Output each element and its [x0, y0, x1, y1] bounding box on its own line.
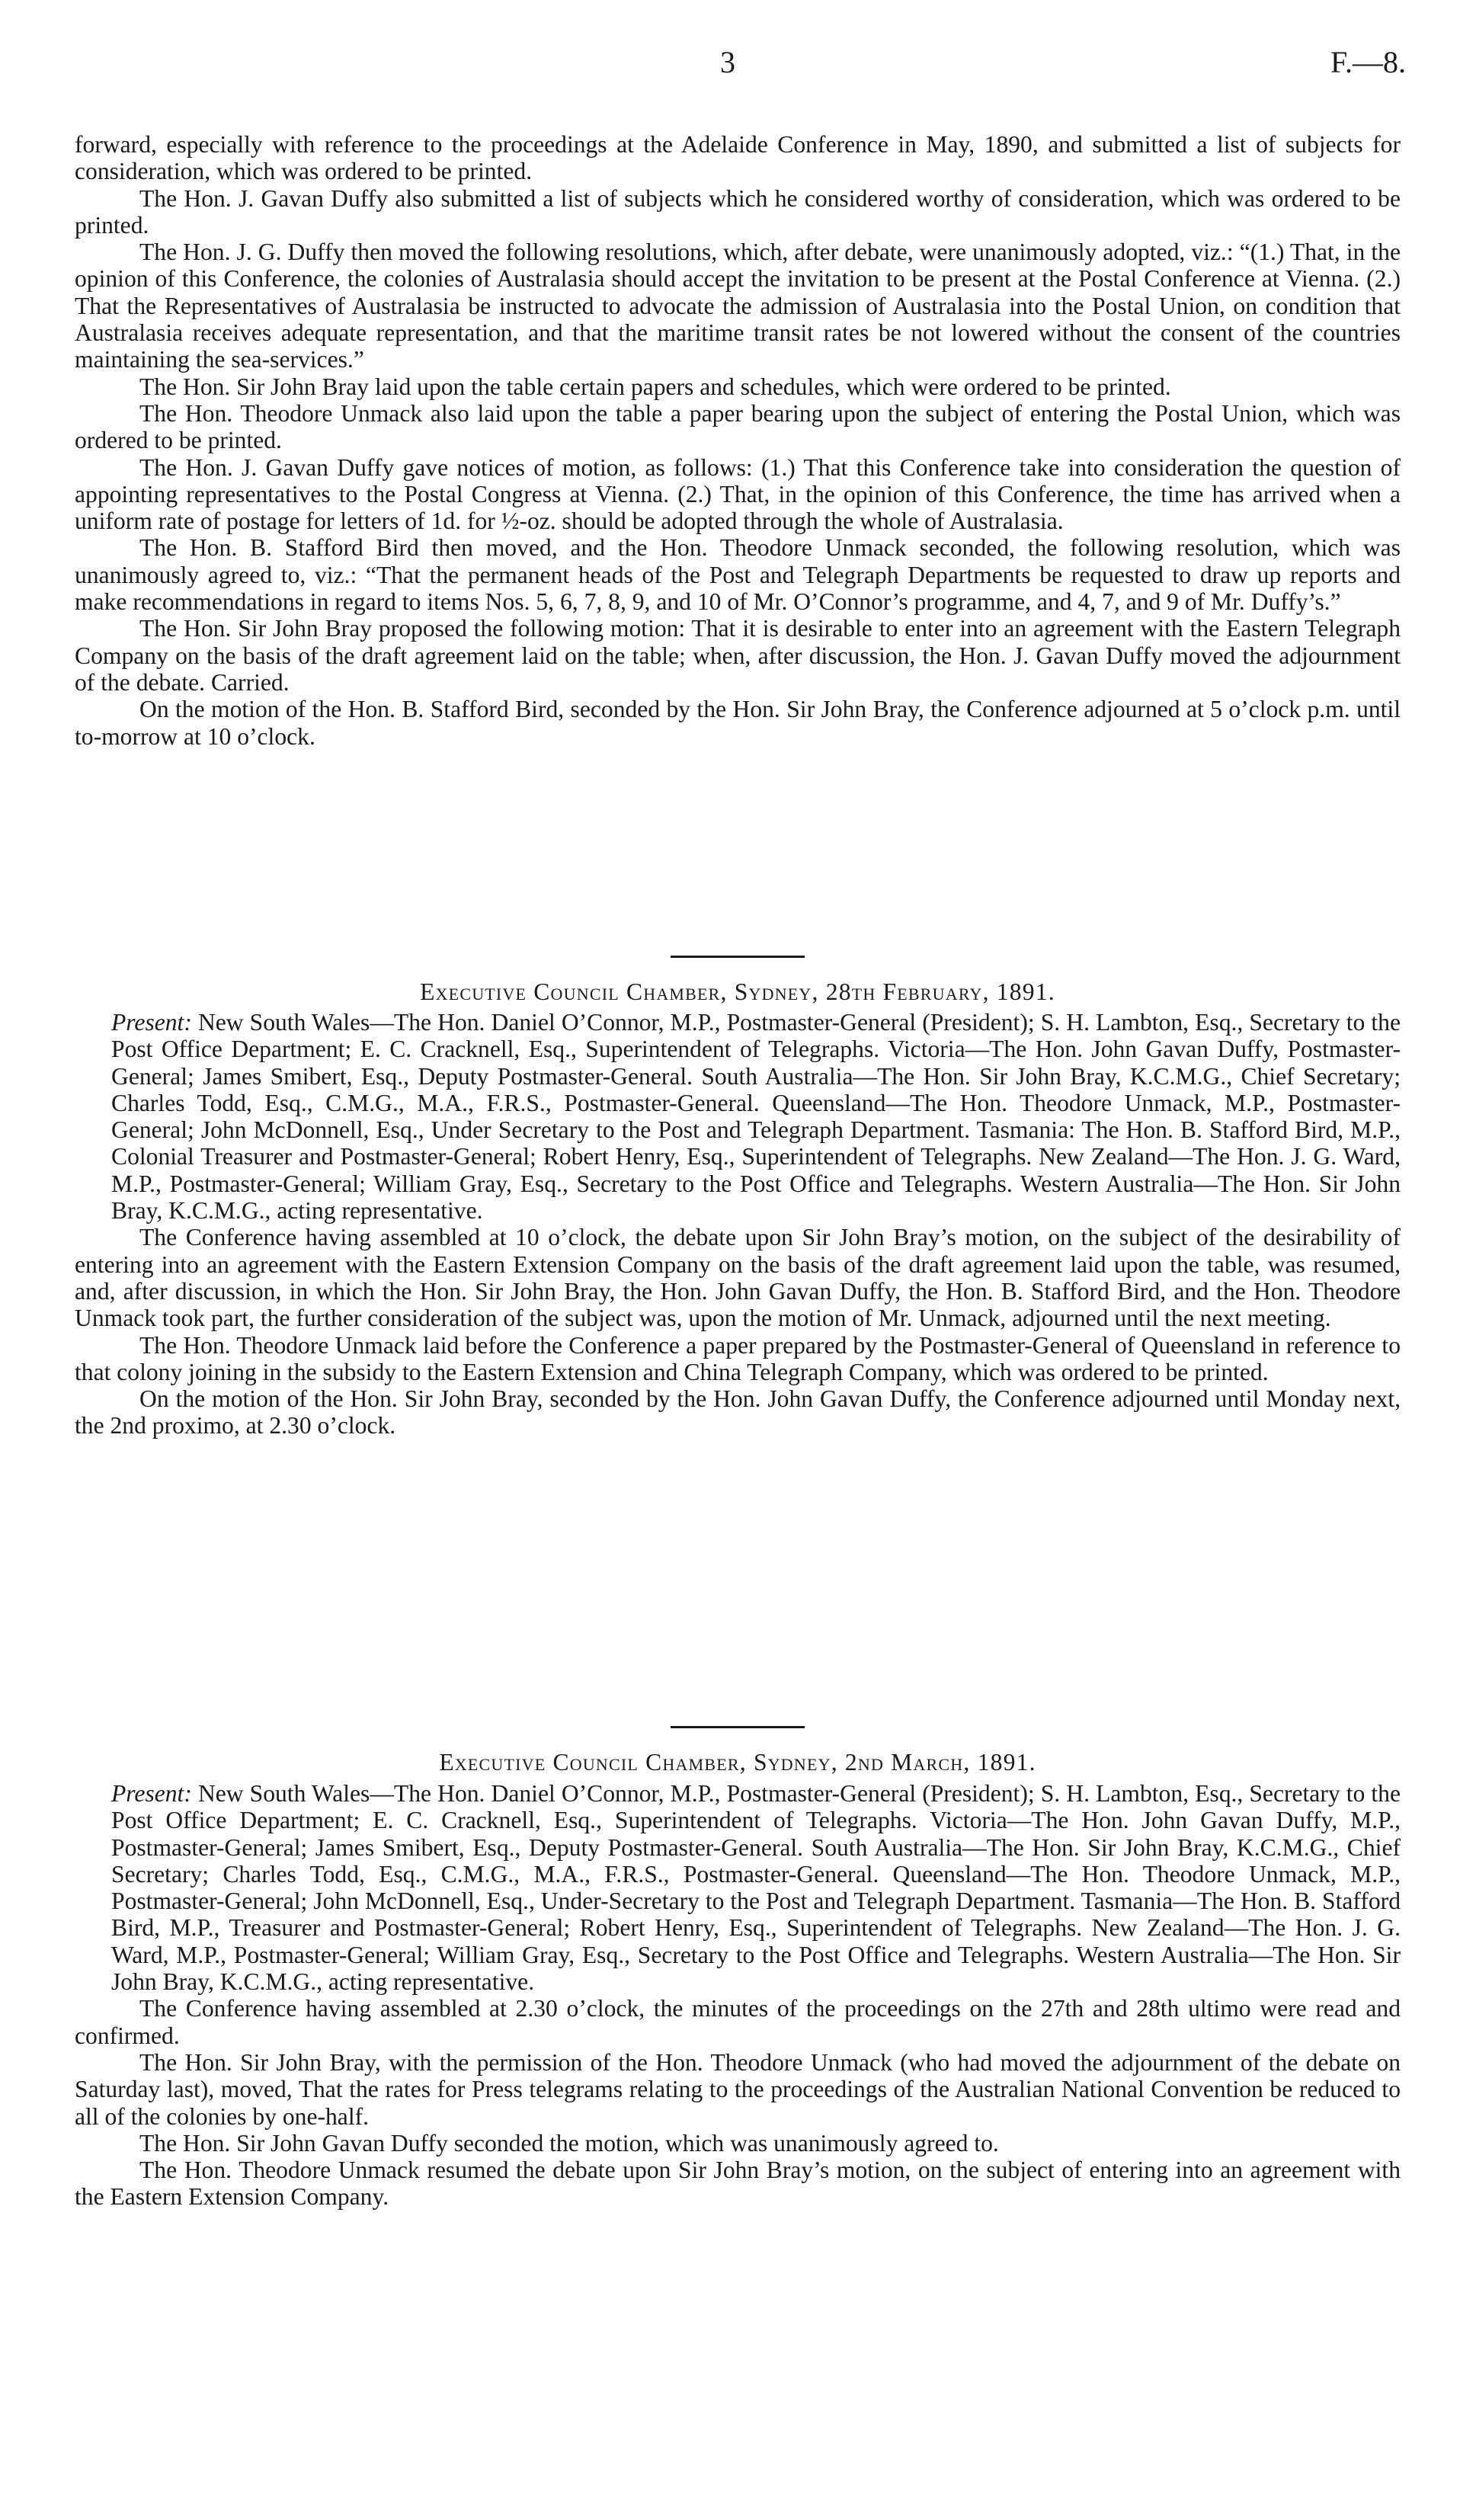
paragraph: The Hon. J. G. Duffy then moved the following resolutions, which, after debate, were unanimously adopted, viz.: “(1.) That, in the opinion of this Conference, the colonies of Australasia should accept the invitation to be present at the Postal Conference at Vienna. (2.) That the Representatives of Australasia be instructed to advocate the admission of Australasia into the Postal Union, on condition that Australasia receives adequate representation, and that the maritime transit rates be not lowered without the consent of the countries maintaining the sea-services.”: [75, 239, 1401, 373]
paragraph: The Hon. Sir John Bray proposed the following motion: That it is desirable to enter into an agreement with the Eastern Telegraph Company on the basis of the draft agreement laid on the table; when, after discussion, the Hon. J. Gavan Duffy moved the adjournment of the debate. Carried.: [75, 615, 1401, 696]
minutes-continued-section: [75, 131, 1401, 750]
paragraph: On the motion of the Hon. Sir John Bray, seconded by the Hon. John Gavan Duffy, the Conference adjourned until Monday next, the 2nd proximo, at 2.30 o’clock.: [75, 1385, 1401, 1439]
page-number: 3: [720, 45, 735, 79]
paragraph: The Hon. Theodore Unmack resumed the debate upon Sir John Bray’s motion, on the subject of entering into an agreement with the Eastern Extension Company.: [75, 2157, 1401, 2211]
paragraph: The Hon. Theodore Unmack also laid upon the table a paper bearing upon the subject of entering the Postal Union, which was ordered to be printed.: [75, 399, 1401, 454]
present-label: Present:: [111, 1780, 192, 1807]
minutes-28-february-section: [75, 1009, 1401, 1439]
paragraph: forward, especially with reference to the proceedings at the Adelaide Conference in May, 1890, and submitted a list of subjects for consideration, which was ordered to be printed.: [75, 131, 1401, 185]
paragraph: The Conference having assembled at 2.30 o’clock, the minutes of the proceedings on the 27th and 28th ultimo were read and confirmed.: [75, 1995, 1401, 2049]
section-heading-28-february: Executive Council Chamber, Sydney, 28th February, 1891.: [420, 978, 1055, 1005]
attendees-list: New South Wales—The Hon. Daniel O’Connor, M.P., Postmaster-General (President); S. H. Lambton, Esq., Secretary to the Post Office Department; E. C. Cracknell, Esq., Superintendent of Telegraphs. Victoria—The Hon. John Gavan Duffy, M.P., Postmaster-General; James Smibert, Esq., Deputy Postmaster-General. South Australia—The Hon. Sir John Bray, K.C.M.G., Chief Secretary; Charles Todd, Esq., C.M.G., M.A., F.R.S., Postmaster-General. Queensland—The Hon. Theodore Unmack, M.P., Postmaster-General; John McDonnell, Esq., Under-Secretary to the Post and Telegraph Department. Tasmania—The Hon. B. Stafford Bird, M.P., Treasurer and Postmaster-General; Robert Henry, Esq., Superintendent of Telegraphs. New Zealand—The Hon. J. G. Ward, M.P., Postmaster-General; William Gray, Esq., Secretary to the Post Office and Telegraphs. Western Australia—The Hon. Sir John Bray, K.C.M.G., acting representative.: [111, 1780, 1401, 1996]
section-divider: [671, 956, 805, 958]
section-divider: [671, 1726, 805, 1728]
paragraph: On the motion of the Hon. B. Stafford Bird, seconded by the Hon. Sir John Bray, the Conference adjourned at 5 o’clock p.m. until to-morrow at 10 o’clock.: [75, 696, 1401, 750]
paragraph: The Conference having assembled at 10 o’clock, the debate upon Sir John Bray’s motion, on the subject of the desirability of entering into an agreement with the Eastern Extension Company on the basis of the draft agreement laid upon the table, was resumed, and, after discussion, in which the Hon. Sir John Bray, the Hon. John Gavan Duffy, the Hon. B. Stafford Bird, and the Hon. Theodore Unmack took part, the further consideration of the subject was, upon the motion of Mr. Unmack, adjourned until the next meeting.: [75, 1224, 1401, 1332]
minutes-2-march-section: [75, 1780, 1401, 2211]
paragraph: The Hon. Theodore Unmack laid before the Conference a paper prepared by the Postmaster-General of Queensland in reference to that colony joining in the subsidy to the Eastern Extension and China Telegraph Company, which was ordered to be printed.: [75, 1331, 1401, 1385]
present-paragraph: [111, 1009, 1401, 1224]
paragraph: The Hon. B. Stafford Bird then moved, and the Hon. Theodore Unmack seconded, the following resolution, which was unanimously agreed to, viz.: “That the permanent heads of the Post and Telegraph Departments be requested to draw up reports and make recommendations in regard to items Nos. 5, 6, 7, 8, 9, and 10 of Mr. O’Connor’s programme, and 4, 7, and 9 of Mr. Duffy’s.”: [75, 534, 1401, 616]
paragraph: The Hon. Sir John Bray laid upon the table certain papers and schedules, which were ordered to be printed.: [139, 373, 1171, 400]
section-heading-2-march: Executive Council Chamber, Sydney, 2nd March, 1891.: [439, 1749, 1036, 1776]
present-paragraph: [111, 1780, 1401, 1995]
document-reference: F.—8.: [1330, 45, 1406, 79]
attendees-list: New South Wales—The Hon. Daniel O’Connor, M.P., Postmaster-General (President); S. H. Lambton, Esq., Secretary to the Post Office Department; E. C. Cracknell, Esq., Superintendent of Telegraphs. Victoria—The Hon. John Gavan Duffy, Postmaster-General; James Smibert, Esq., Deputy Postmaster-General. South Australia—The Hon. Sir John Bray, K.C.M.G., Chief Secretary; Charles Todd, Esq., C.M.G., M.A., F.R.S., Postmaster-General. Queensland—The Hon. Theodore Unmack, M.P., Postmaster-General; John McDonnell, Esq., Under Secretary to the Post and Telegraph Department. Tasmania: The Hon. B. Stafford Bird, M.P., Colonial Treasurer and Postmaster-General; Robert Henry, Esq., Superintendent of Telegraphs. New Zealand—The Hon. J. G. Ward, M.P., Postmaster-General; William Gray, Esq., Secretary to the Post Office and Telegraphs. Western Australia—The Hon. Sir John Bray, K.C.M.G., acting representative.: [111, 1009, 1401, 1225]
present-label: Present:: [111, 1009, 192, 1036]
paragraph: The Hon. J. Gavan Duffy also submitted a list of subjects which he considered worthy of consideration, which was ordered to be printed.: [75, 184, 1401, 239]
paragraph: The Hon. J. Gavan Duffy gave notices of motion, as follows: (1.) That this Conference take into consideration the question of appointing representatives to the Postal Congress at Vienna. (2.) That, in the opinion of this Conference, the time has arrived when a uniform rate of postage for letters of 1d. for ½-oz. should be adopted through the whole of Australasia.: [75, 453, 1401, 535]
paragraph: The Hon. Sir John Gavan Duffy seconded the motion, which was unanimously agreed to.: [139, 2129, 999, 2157]
paragraph: The Hon. Sir John Bray, with the permission of the Hon. Theodore Unmack (who had moved the adjournment of the debate on Saturday last), moved, That the rates for Press telegrams relating to the proceedings of the Australian National Convention be reduced to all of the colonies by one-half.: [75, 2048, 1401, 2130]
